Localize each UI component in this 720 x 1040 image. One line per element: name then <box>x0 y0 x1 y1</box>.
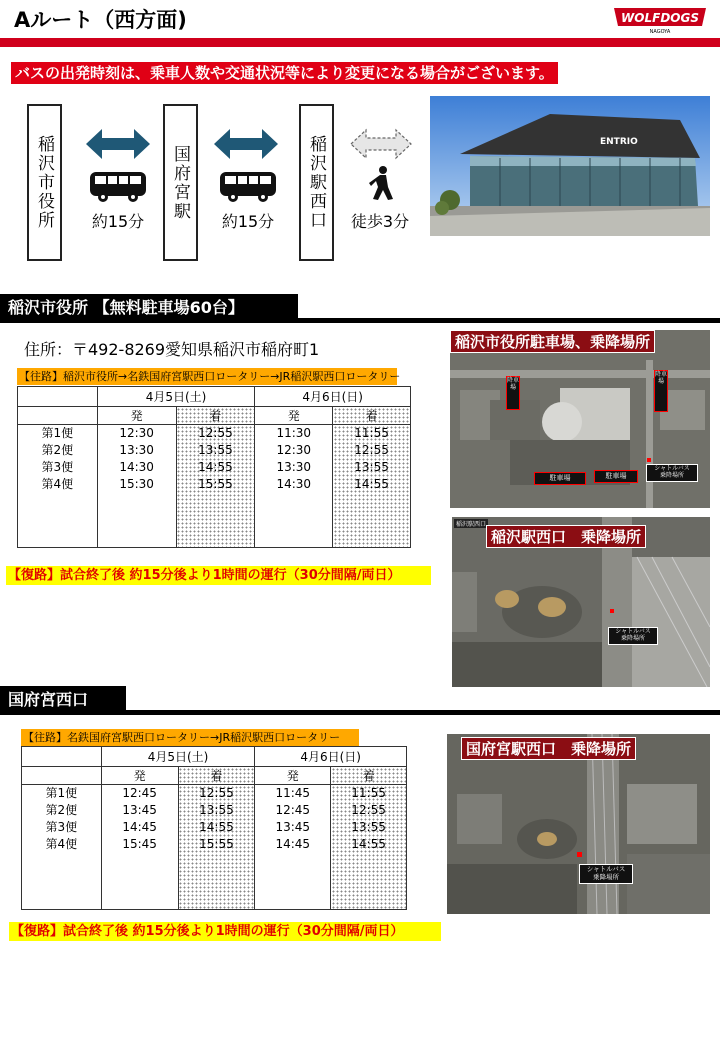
leg-time: 約15分 <box>91 212 145 231</box>
stop-marker <box>610 609 614 613</box>
row-labels <box>18 425 98 548</box>
shuttle-line: シャトルバス <box>586 865 626 873</box>
stop-inazawa-west <box>299 104 334 261</box>
sub-header: 発 <box>255 767 331 785</box>
time-cell: 12:55 <box>198 426 233 440</box>
table-corner <box>18 387 98 407</box>
row-label: 第1便 <box>41 426 74 440</box>
time-cell: 13:55 <box>354 460 389 474</box>
date-header: 4月6日(日) <box>255 747 407 767</box>
table-corner <box>22 747 102 767</box>
map-label: 稲沢駅西口 乗降場所 <box>486 525 646 548</box>
time-cell: 12:45 <box>122 786 157 800</box>
sub-header: 発 <box>97 407 176 425</box>
bus-icon <box>218 170 278 208</box>
time-cell: 14:30 <box>276 477 312 491</box>
double-arrow-icon <box>214 126 278 166</box>
timetable-konomiya <box>21 746 407 910</box>
section-rule <box>0 710 720 715</box>
row-labels <box>22 785 102 910</box>
stop-label: 稲沢市役所 <box>34 135 54 230</box>
day1-departures <box>101 785 178 910</box>
row-label: 第1便 <box>45 786 78 800</box>
day2-arrivals <box>331 785 407 910</box>
walking-person-icon <box>367 165 395 207</box>
stop-label: 国府宮駅 <box>170 144 190 221</box>
day2-departures <box>255 785 331 910</box>
map-cityhall <box>450 330 710 508</box>
parking-tag: 駐車場 <box>534 472 586 485</box>
time-cell: 14:45 <box>275 837 311 851</box>
time-cell: 13:55 <box>198 443 233 457</box>
time-cell: 14:55 <box>354 477 389 491</box>
map-corner-label: 稲沢駅西口 <box>456 521 487 528</box>
row-label: 第4便 <box>41 477 74 491</box>
shuttle-line: シャトルバス <box>654 465 690 472</box>
stop-konomiya <box>163 104 198 261</box>
time-cell: 14:45 <box>122 820 157 834</box>
shuttle-stop-tag <box>608 627 658 645</box>
notice-banner: バスの出発時刻は、乗車人数や交通状況等により変更になる場合がございます。 <box>11 62 558 84</box>
dropoff-tag: 降車場 <box>654 370 668 412</box>
shuttle-line: 乗降場所 <box>593 873 619 881</box>
sub-header: 着 <box>331 767 407 785</box>
sub-header: 着 <box>178 767 255 785</box>
shuttle-stop-tag <box>579 864 633 884</box>
outbound-route-bar: 【往路】稲沢市役所→名鉄国府宮駅西口ロータリー→JR稲沢駅西口ロータリー <box>19 370 401 383</box>
time-cell: 14:55 <box>351 837 386 851</box>
time-cell: 12:55 <box>354 443 389 457</box>
bus-icon <box>88 170 148 208</box>
dropoff-tag: 降車場 <box>506 376 520 410</box>
time-cell: 11:45 <box>275 786 311 800</box>
return-note: 【復路】試合終了後 約15分後より1時間の運行（30分間隔/両日） <box>6 566 431 585</box>
stop-marker <box>577 852 582 857</box>
double-arrow-icon <box>86 126 150 166</box>
time-cell: 11:30 <box>276 426 312 440</box>
arena-photo <box>430 96 710 236</box>
day2-departures <box>255 425 333 548</box>
map-label: 稲沢市役所駐車場、乗降場所 <box>450 330 655 353</box>
table-corner <box>18 407 98 425</box>
time-cell: 12:30 <box>276 443 312 457</box>
shuttle-line: 乗降場所 <box>659 472 684 479</box>
stop-cityhall <box>27 104 62 261</box>
leg-time: 徒歩3分 <box>350 212 410 231</box>
row-label: 第4便 <box>45 837 78 851</box>
svg-text:WOLFDOGS: WOLFDOGS <box>621 11 699 25</box>
date-header: 4月5日(土) <box>101 747 255 767</box>
sub-header: 着 <box>176 407 255 425</box>
time-cell: 12:55 <box>199 786 234 800</box>
sub-header: 着 <box>333 407 411 425</box>
sub-header: 発 <box>255 407 333 425</box>
time-cell: 15:55 <box>198 477 233 491</box>
map-inazawa-west <box>452 517 710 687</box>
outbound-route-bar: 【往路】名鉄国府宮駅西口ロータリー→JR稲沢駅西口ロータリー <box>21 729 359 746</box>
svg-text:NAGOYA: NAGOYA <box>649 29 671 34</box>
header-rule <box>0 38 720 47</box>
time-cell: 12:30 <box>119 426 154 440</box>
row-label: 第2便 <box>45 803 78 817</box>
row-label: 第3便 <box>45 820 78 834</box>
shuttle-stop-tag <box>646 464 698 482</box>
leg-time: 約15分 <box>221 212 275 231</box>
time-cell: 14:55 <box>198 460 233 474</box>
map-label: 国府宮駅西口 乗降場所 <box>461 737 636 760</box>
time-cell: 13:45 <box>275 820 311 834</box>
stop-label: 稲沢駅西口 <box>306 135 326 230</box>
time-cell: 13:30 <box>276 460 312 474</box>
sub-header: 発 <box>101 767 178 785</box>
time-cell: 15:45 <box>122 837 157 851</box>
time-cell: 13:30 <box>119 443 154 457</box>
date-header: 4月6日(日) <box>255 387 411 407</box>
return-note: 【復路】試合終了後 約15分後より1時間の運行（30分間隔/両日） <box>9 922 441 941</box>
date-header: 4月5日(土) <box>97 387 255 407</box>
time-cell: 13:45 <box>122 803 157 817</box>
time-cell: 11:55 <box>354 426 389 440</box>
row-label: 第2便 <box>41 443 74 457</box>
table-corner <box>22 767 102 785</box>
time-cell: 11:55 <box>351 786 386 800</box>
shuttle-line: シャトルバス <box>615 628 651 635</box>
day2-arrivals <box>333 425 411 548</box>
dashed-double-arrow-icon <box>350 126 412 166</box>
time-cell: 13:55 <box>351 820 386 834</box>
map-konomiya-west <box>447 734 710 914</box>
section-heading-cityhall: 稲沢市役所 【無料駐車場60台】 <box>0 294 298 321</box>
stop-marker <box>647 458 651 462</box>
row-label: 第3便 <box>41 460 74 474</box>
time-cell: 14:55 <box>199 820 234 834</box>
parking-tag: 駐車場 <box>594 470 638 483</box>
day1-departures <box>97 425 176 548</box>
section-rule <box>0 318 720 323</box>
svg-text:ENTRIO: ENTRIO <box>600 137 638 147</box>
aerial-map-image <box>447 734 710 914</box>
wolfdogs-logo <box>612 6 708 34</box>
address: 住所：〒492-8269愛知県稲沢市稲府町1 <box>24 340 320 359</box>
time-cell: 12:55 <box>351 803 386 817</box>
time-cell: 15:30 <box>119 477 154 491</box>
time-cell: 12:45 <box>275 803 311 817</box>
day1-arrivals <box>176 425 255 548</box>
timetable-cityhall <box>17 386 411 548</box>
time-cell: 14:30 <box>119 460 154 474</box>
time-cell: 15:55 <box>199 837 234 851</box>
section-heading-konomiya: 国府宮西口 <box>0 686 126 713</box>
day1-arrivals <box>178 785 255 910</box>
time-cell: 13:55 <box>199 803 234 817</box>
shuttle-line: 乗降場所 <box>620 635 645 642</box>
page-title: Aルート（西方面) <box>14 8 187 32</box>
